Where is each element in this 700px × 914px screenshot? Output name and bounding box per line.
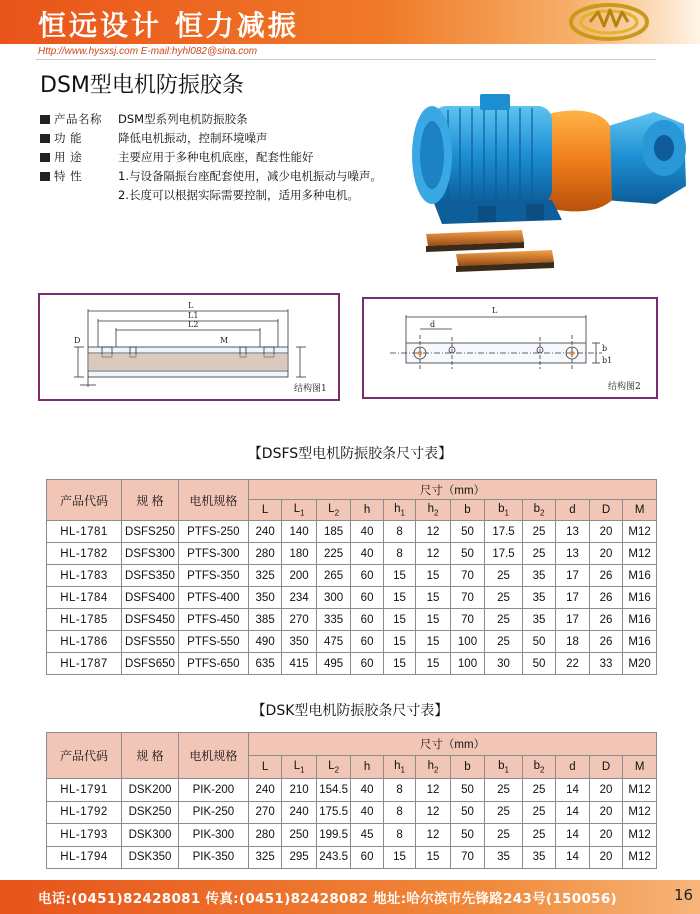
dim-col-label: L — [261, 504, 269, 516]
motor-cell: PIK-200 — [178, 779, 248, 802]
dim-cell: 495 — [316, 653, 350, 675]
dim-cell: 280 — [248, 824, 281, 847]
dim-cell: 70 — [450, 587, 484, 609]
dim-cell: 14 — [556, 801, 589, 824]
footer-banner — [0, 880, 700, 914]
motor-cell: PIK-250 — [178, 801, 248, 824]
dim-cell: 33 — [589, 653, 622, 675]
spec-label: 产品名称 — [54, 112, 102, 126]
dim-cell: 15 — [416, 631, 450, 653]
product-code-cell: HL-1786 — [47, 631, 122, 653]
dim-cell: 20 — [589, 824, 622, 847]
dim-cell: 270 — [282, 609, 316, 631]
dim-cell: 15 — [416, 846, 450, 869]
dim-label-L1: L1 — [188, 311, 199, 320]
spec-value: 降低电机振动，控制环境噪声 — [118, 131, 268, 145]
dim-label-b: b — [602, 344, 608, 353]
dim-cell: 12 — [416, 779, 450, 802]
dim-cell: M16 — [623, 609, 657, 631]
dim-cell: 12 — [416, 521, 450, 543]
dim-cell: 25 — [485, 565, 523, 587]
dim-col-label: d — [569, 761, 576, 773]
spec-cell: DSFS250 — [122, 521, 179, 543]
dim-cell: 60 — [351, 609, 383, 631]
diagram-2-caption: 结构图2 — [608, 382, 641, 392]
dim-cell: 50 — [522, 653, 555, 675]
spec-item — [40, 167, 382, 186]
dim-cell: 35 — [522, 565, 555, 587]
dim-cell: M16 — [623, 631, 657, 653]
dim-cell: 325 — [248, 846, 281, 869]
dim-cell: 25 — [485, 587, 523, 609]
dim-cell: 35 — [522, 587, 555, 609]
dim-cell: 70 — [450, 846, 484, 869]
dim-cell: 35 — [522, 609, 555, 631]
dim-col-head — [485, 756, 523, 779]
dim-cell: 15 — [416, 565, 450, 587]
dim-cell: 60 — [351, 653, 383, 675]
spec-cell: DSK350 — [122, 846, 179, 869]
dim-cell: 475 — [316, 631, 350, 653]
dim-cell: 17 — [556, 587, 589, 609]
dim-col-head — [589, 756, 622, 779]
product-code-cell: HL-1784 — [47, 587, 122, 609]
dim-col-label: D — [601, 761, 611, 773]
dim-cell: 185 — [316, 521, 350, 543]
diagram-1-caption: 结构图1 — [294, 384, 327, 394]
dim-cell: 45 — [351, 824, 383, 847]
dim-cell: 154.5 — [316, 779, 350, 802]
table-row — [47, 565, 657, 587]
dim-cell: 20 — [589, 779, 622, 802]
dim-cell: 8 — [383, 801, 415, 824]
dim-cell: 225 — [316, 543, 350, 565]
dim-col-label: $L_2$ — [328, 759, 340, 775]
dim-cell: 30 — [485, 653, 523, 675]
spec-item — [40, 129, 382, 148]
table-row — [47, 824, 657, 847]
motor-cell: PTFS-300 — [178, 543, 248, 565]
dim-cell: 50 — [450, 801, 484, 824]
divider — [36, 59, 656, 60]
dim-cell: 240 — [248, 779, 281, 802]
dim-cell: M12 — [623, 779, 657, 802]
spec-item — [40, 148, 382, 167]
product-code-cell: HL-1792 — [47, 801, 122, 824]
dim-cell: 60 — [351, 587, 383, 609]
product-code-cell: HL-1783 — [47, 565, 122, 587]
spec-cell: DSFS400 — [122, 587, 179, 609]
dim-cell: 12 — [416, 801, 450, 824]
square-bullet-icon — [40, 115, 50, 124]
dim-col-label: $b_2$ — [533, 502, 545, 518]
square-bullet-icon — [40, 134, 50, 143]
dim-cell: 210 — [282, 779, 316, 802]
dim-col-head — [522, 756, 555, 779]
dim-cell: 25 — [485, 779, 523, 802]
dim-label-M: M — [220, 336, 229, 345]
dim-cell: 180 — [282, 543, 316, 565]
dim-col-label: $h_2$ — [427, 502, 439, 518]
dim-col-label: h — [363, 504, 371, 516]
dim-cell: 350 — [282, 631, 316, 653]
dim-col-label: M — [634, 504, 645, 516]
dim-cell: 26 — [589, 631, 622, 653]
dim-cell: 22 — [556, 653, 589, 675]
col-head-code: 产品代码 — [47, 480, 122, 521]
dim-cell: 350 — [248, 587, 281, 609]
dsfs-size-table — [46, 479, 657, 675]
dim-col-head — [416, 756, 450, 779]
dim-cell: 265 — [316, 565, 350, 587]
table-row — [47, 543, 657, 565]
dim-cell: M12 — [623, 543, 657, 565]
dim-col-label: $L_1$ — [293, 759, 305, 775]
table-row — [47, 846, 657, 869]
dim-cell: 100 — [450, 653, 484, 675]
square-bullet-icon — [40, 153, 50, 162]
dim-col-head — [282, 500, 316, 521]
dsfs-table-body — [47, 521, 657, 675]
dim-cell: 12 — [416, 824, 450, 847]
dim-cell: 17.5 — [485, 543, 523, 565]
dim-cell: 20 — [589, 846, 622, 869]
spec-cell: DSFS550 — [122, 631, 179, 653]
dim-col-head — [351, 756, 383, 779]
dim-col-label: $h_2$ — [427, 759, 439, 775]
dim-col-label: L — [261, 761, 269, 773]
spec-cell: DSFS650 — [122, 653, 179, 675]
dim-label-L: L — [492, 306, 498, 315]
structure-diagram-2 — [362, 297, 658, 399]
product-code-cell: HL-1782 — [47, 543, 122, 565]
dim-cell: 243.5 — [316, 846, 350, 869]
dim-col-head — [282, 756, 316, 779]
col-head-dims: 尺寸（mm） — [248, 733, 656, 756]
dim-col-head — [589, 500, 622, 521]
dim-cell: 20 — [589, 801, 622, 824]
dim-col-head — [248, 500, 281, 521]
col-head-motor: 电机规格 — [178, 733, 248, 779]
spec-cell: DSK300 — [122, 824, 179, 847]
dim-cell: 15 — [383, 609, 415, 631]
spec-label: 功 能 — [54, 131, 83, 145]
dim-col-label: $L_1$ — [293, 502, 305, 518]
table-row — [47, 609, 657, 631]
product-code-cell: HL-1787 — [47, 653, 122, 675]
motor-cell: PTFS-550 — [178, 631, 248, 653]
dim-col-head — [316, 756, 350, 779]
dim-col-label: M — [634, 761, 645, 773]
dim-cell: 14 — [556, 846, 589, 869]
dim-cell: 40 — [351, 801, 383, 824]
dim-col-label: b — [464, 761, 471, 773]
dsk-table-body — [47, 779, 657, 869]
product-title: DSM型电机防振胶条 — [40, 73, 244, 98]
dim-label-d: d — [430, 320, 436, 329]
dim-label-L: L — [188, 301, 194, 310]
dim-cell: 26 — [589, 587, 622, 609]
col-head-spec: 规 格 — [122, 480, 179, 521]
dim-cell: 280 — [248, 543, 281, 565]
dim-col-label: $L_2$ — [328, 502, 340, 518]
dim-col-label: d — [569, 504, 576, 516]
dim-cell: 250 — [282, 824, 316, 847]
square-bullet-icon — [40, 172, 50, 181]
dim-cell: 17 — [556, 565, 589, 587]
dim-col-label: $h_1$ — [394, 759, 405, 775]
motor-cell: PIK-350 — [178, 846, 248, 869]
dim-col-head — [485, 500, 523, 521]
dim-cell: 199.5 — [316, 824, 350, 847]
dim-cell: 8 — [383, 521, 415, 543]
dim-cell: M12 — [623, 521, 657, 543]
dim-cell: 25 — [485, 631, 523, 653]
dim-cell: 40 — [351, 543, 383, 565]
dim-cell: 100 — [450, 631, 484, 653]
dim-cell: 8 — [383, 543, 415, 565]
dim-cell: 15 — [416, 653, 450, 675]
dim-cell: 15 — [383, 565, 415, 587]
spec-value: 1.与设备隔振台座配套使用，减少电机振动与噪声。 — [118, 169, 382, 183]
table-row — [47, 631, 657, 653]
dim-col-head — [450, 500, 484, 521]
spec-value: 主要应用于多种电机底座，配套性能好 — [118, 150, 314, 164]
dim-cell: 15 — [383, 846, 415, 869]
dim-cell: 240 — [282, 801, 316, 824]
spec-list — [40, 110, 382, 205]
dim-cell: 18 — [556, 631, 589, 653]
dim-col-label: D — [601, 504, 611, 516]
dim-cell: 35 — [485, 846, 523, 869]
dsk-size-table — [46, 732, 657, 869]
dim-col-label: $b_2$ — [533, 759, 545, 775]
dim-cell: 15 — [383, 653, 415, 675]
spec-label: 用 途 — [54, 150, 83, 164]
dim-col-label: $h_1$ — [394, 502, 405, 518]
header-slogan: 恒远设计 恒力减振 — [38, 9, 299, 42]
dim-cell: 295 — [282, 846, 316, 869]
motor-product-image — [402, 88, 700, 283]
product-code-cell: HL-1791 — [47, 779, 122, 802]
dim-cell: 17.5 — [485, 521, 523, 543]
dim-cell: 25 — [522, 801, 555, 824]
product-code-cell: HL-1781 — [47, 521, 122, 543]
dim-cell: 635 — [248, 653, 281, 675]
dim-cell: 25 — [485, 801, 523, 824]
dim-cell: 270 — [248, 801, 281, 824]
dim-cell: 50 — [450, 779, 484, 802]
dim-cell: 70 — [450, 565, 484, 587]
dim-cell: 60 — [351, 565, 383, 587]
dim-col-head — [316, 500, 350, 521]
table-2-title: 【DSK型电机防振胶条尺寸表】 — [251, 703, 449, 719]
dim-cell: M16 — [623, 587, 657, 609]
spec-value: DSM型系列电机防振胶条 — [118, 112, 248, 126]
dim-cell: 13 — [556, 521, 589, 543]
dim-cell: 40 — [351, 779, 383, 802]
dim-cell: 17 — [556, 609, 589, 631]
dim-cell: 14 — [556, 779, 589, 802]
product-code-cell: HL-1785 — [47, 609, 122, 631]
dim-cell: 385 — [248, 609, 281, 631]
motor-cell: PTFS-350 — [178, 565, 248, 587]
dim-col-label: $b_1$ — [498, 502, 509, 518]
motor-cell: PTFS-450 — [178, 609, 248, 631]
dim-cell: 15 — [383, 631, 415, 653]
dim-col-head — [351, 500, 383, 521]
dim-cell: 25 — [522, 521, 555, 543]
dim-cell: 20 — [589, 521, 622, 543]
spec-label: 特 性 — [54, 169, 83, 183]
col-head-code: 产品代码 — [47, 733, 122, 779]
dim-cell: M20 — [623, 653, 657, 675]
dim-label-b1: b1 — [602, 356, 613, 365]
company-logo — [568, 2, 650, 42]
motor-cell: PTFS-650 — [178, 653, 248, 675]
table-row — [47, 653, 657, 675]
dim-label-D: D — [74, 336, 81, 345]
dim-label-L2: L2 — [188, 320, 199, 329]
dim-cell: M12 — [623, 824, 657, 847]
dim-cell: 40 — [351, 521, 383, 543]
dim-cell: 490 — [248, 631, 281, 653]
spec-cell: DSFS450 — [122, 609, 179, 631]
dim-cell: 25 — [485, 609, 523, 631]
dim-cell: M12 — [623, 801, 657, 824]
dim-cell: 200 — [282, 565, 316, 587]
dim-cell: 234 — [282, 587, 316, 609]
dim-col-label: b — [464, 504, 471, 516]
dim-col-head — [416, 500, 450, 521]
dim-cell: 140 — [282, 521, 316, 543]
table-row — [47, 587, 657, 609]
dim-col-head — [450, 756, 484, 779]
spec-cell: DSK200 — [122, 779, 179, 802]
dim-cell: 300 — [316, 587, 350, 609]
dim-cell: 15 — [416, 609, 450, 631]
dim-col-head — [556, 756, 589, 779]
dim-cell: 20 — [589, 543, 622, 565]
product-code-cell: HL-1794 — [47, 846, 122, 869]
dim-col-head — [556, 500, 589, 521]
dim-cell: 15 — [383, 587, 415, 609]
dim-cell: 35 — [522, 846, 555, 869]
motor-cell: PIK-300 — [178, 824, 248, 847]
dim-cell: 415 — [282, 653, 316, 675]
dim-cell: M16 — [623, 565, 657, 587]
spec-cell: DSFS350 — [122, 565, 179, 587]
dim-cell: 25 — [485, 824, 523, 847]
col-head-dims: 尺寸（mm） — [248, 480, 656, 500]
dim-cell: 25 — [522, 824, 555, 847]
dim-col-head — [248, 756, 281, 779]
dim-col-head — [623, 756, 657, 779]
dim-col-head — [522, 500, 555, 521]
dim-col-head — [623, 500, 657, 521]
dim-col-label: $b_1$ — [498, 759, 509, 775]
dim-cell: 26 — [589, 565, 622, 587]
dim-cell: 70 — [450, 609, 484, 631]
dim-cell: 325 — [248, 565, 281, 587]
dim-cell: 60 — [351, 846, 383, 869]
spec-item — [40, 110, 382, 129]
dim-cell: 50 — [450, 521, 484, 543]
dim-col-head — [383, 500, 415, 521]
dim-col-head — [383, 756, 415, 779]
dim-col-label: h — [363, 761, 371, 773]
structure-diagram-1 — [38, 293, 340, 401]
spec-cell: DSK250 — [122, 801, 179, 824]
col-head-spec: 规 格 — [122, 733, 179, 779]
dim-cell: 25 — [522, 543, 555, 565]
table-row — [47, 521, 657, 543]
dim-cell: 60 — [351, 631, 383, 653]
table-1-title: 【DSFS型电机防振胶条尺寸表】 — [247, 446, 453, 462]
dim-cell: 50 — [522, 631, 555, 653]
dim-cell: 13 — [556, 543, 589, 565]
dim-cell: 175.5 — [316, 801, 350, 824]
motor-cell: PTFS-250 — [178, 521, 248, 543]
motor-cell: PTFS-400 — [178, 587, 248, 609]
dim-cell: 50 — [450, 543, 484, 565]
footer-contact: 电话:(0451)82428081 传真:(0451)82428082 地址:哈尔滨市先锋路243号(150056) — [38, 891, 617, 907]
dim-cell: 335 — [316, 609, 350, 631]
spec-cell: DSFS300 — [122, 543, 179, 565]
dim-cell: 15 — [416, 587, 450, 609]
spec-continuation: 2.长度可以根据实际需要控制，适用多种电机。 — [118, 188, 359, 202]
dim-cell: 26 — [589, 609, 622, 631]
dim-cell: 8 — [383, 779, 415, 802]
dim-cell: 240 — [248, 521, 281, 543]
page-number: 16 — [674, 886, 694, 904]
product-code-cell: HL-1793 — [47, 824, 122, 847]
dim-cell: 50 — [450, 824, 484, 847]
dim-cell: 12 — [416, 543, 450, 565]
dim-cell: 8 — [383, 824, 415, 847]
col-head-motor: 电机规格 — [178, 480, 248, 521]
header-banner — [0, 0, 700, 44]
dim-cell: 25 — [522, 779, 555, 802]
dim-cell: M12 — [623, 846, 657, 869]
table-row — [47, 779, 657, 802]
table-row — [47, 801, 657, 824]
website-email: Http://www.hysxsj.com E-mail:hyhl082@sina.com — [38, 46, 258, 57]
dim-cell: 14 — [556, 824, 589, 847]
